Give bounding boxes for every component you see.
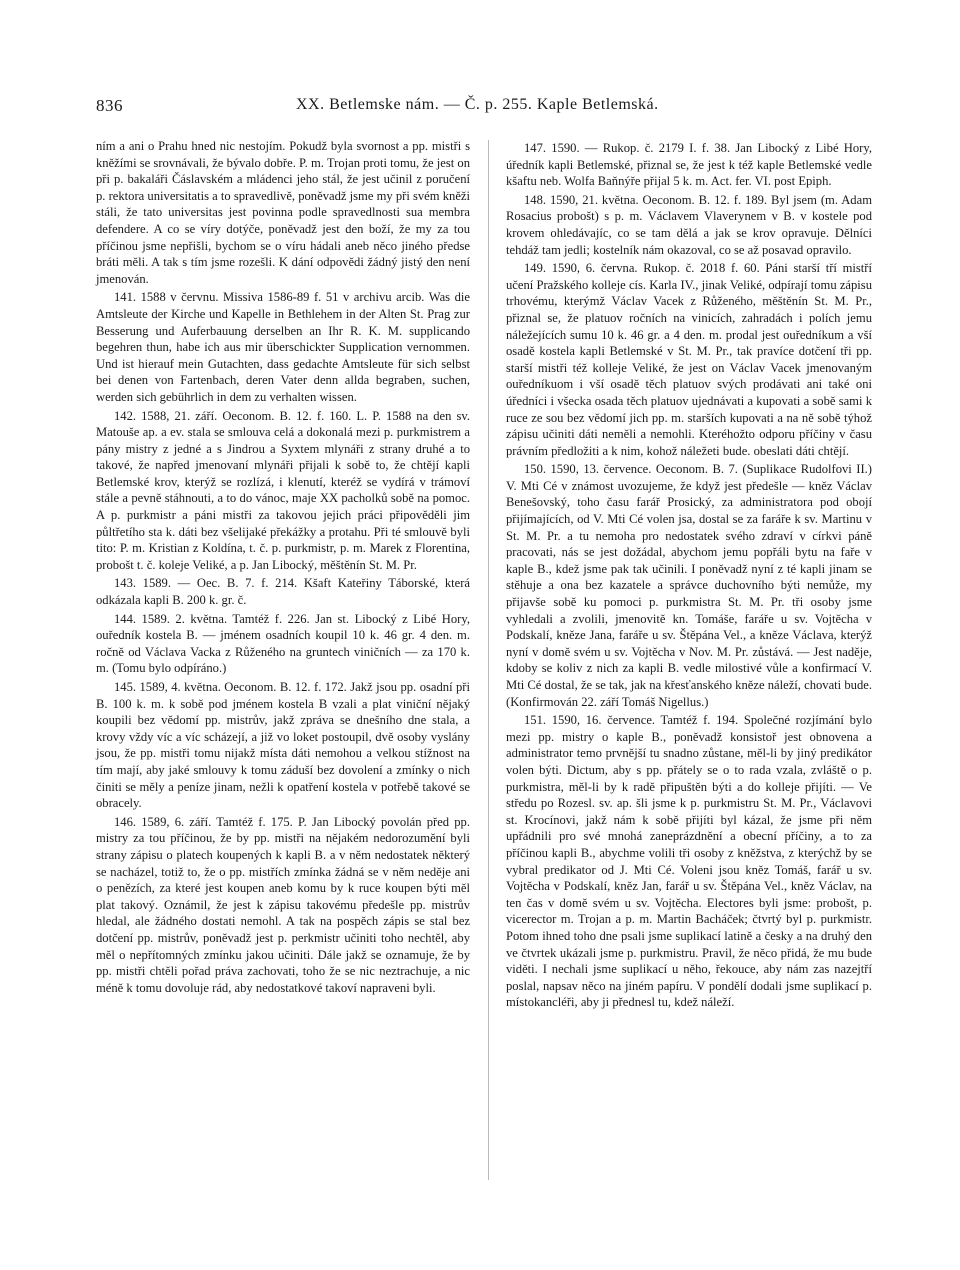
page-number: 836 bbox=[96, 96, 123, 115]
entry-143: 143. 1589. — Oec. B. 7. f. 214. Kšaft Kateřiny Táborské, která odkázala kapli B. 200 k. gr. č. bbox=[96, 576, 470, 608]
entry-142: 142. 1588, 21. září. Oeconom. B. 12. f. 160. L. P. 1588 na den sv. Matouše ap. a ev. stala se smlouva celá a dokonalá mezi p. purkmistrem a pány mistry z jedné a s Jindrou a Syxtem mlynáři z strany druhé a to takové, že napřed jmenovaní mlynáři přijali k sobě to, že chtějí kapli Betlemské krov, kterýž se rozlízá, i klenutí, kteréž se vydírá v trámoví stále a pevně stáhnouti, a to do vánoc, maje XX pacholků sobě na pomoc. A p. purkmistr a páni mistři za takovou jejich práci připověděli jim půltřetího sta k. dáti bez všelijaké překážky a protahu. Při té smlouvě byli tito: P. m. Kristian z Koldína, t. č. p. purkmistr, p. m. Marek z Florentina, probošt t. č. koleje Veliké, a p. Jan Libocký, měštěnín St. M. Pr. bbox=[96, 408, 470, 572]
entry-148: 148. 1590, 21. května. Oeconom. B. 12. f. 189. Byl jsem (m. Adam Rosacius probošt) s p. m. Václavem Vlaverynem v B. v kostele pod krovem ohledávajíc, co se tam dělá a jak se krov opravuje. Dělníci tehdáž tam jedli; kostelník nám okazoval, co se až posavad opravilo. bbox=[506, 192, 872, 257]
entry-146: 146. 1589, 6. září. Tamtéž f. 175. P. Jan Libocký povolán před pp. mistry za tou příčinou, že by pp. mistři na nějakém nedorozumění byli strany zápisu o platech koupených k kapli B. a v něm nedostatek některý se nacházel, totiž to, že o pp. mistřích zmínka žádná se v něm neděje ani o penězích, za které jest koupen aneb komu by k ruce koupen býti měl plat takový. Oznámil, že jest k zápisu takovému předešle pp. mistrův hledal, ale žádného dostati nemohl. A tak na pospěch zápis se stal bez dotčení pp. mistrův, poněvadž jest p. perkmistr učiniti toho nechtěl, aby měl o nepřítomných zmínku jakou učiniti. Dále jakž se oznamuje, že by pp. mistři chtěli pořad práva zachovati, toho že se nic neztrachuje, a nic méně k tomu dovoluje rád, aby nedostatkové takoví napraveni byli. bbox=[96, 814, 470, 995]
page-header bbox=[96, 96, 866, 120]
entry-144: 144. 1589. 2. května. Tamtéž f. 226. Jan st. Libocký z Libé Hory, ouředník kostela B. — jménem osadních koupil 10 k. 46 gr. 4 den. m. ročně od Václava Vacka z Růženého na gruntech viničních — za 170 k. m. (Tomu bylo odpíráno.) bbox=[96, 611, 470, 676]
entry-147: 147. 1590. — Rukop. č. 2179 I. f. 38. Jan Libocký z Libé Hory, úředník kapli Betlemské, přiznal se, že jest k též kaple Betlemské vedle kšaftu neb. Wolfa Baňnýře přijal 5 k. m. Act. fer. VI. post Epiph. bbox=[506, 141, 872, 189]
entry-149: 149. 1590, 6. června. Rukop. č. 2018 f. 60. Páni starší tří mistří učení Pražského kolleje cís. Karla IV., jinak Veliké, odpírají tomu zápisu trhovému, kterýmž Václav Vacek z Růženého, měštěnín St. M. Pr., přiznal se, že platuov ročních na vinicích, zahradách i polích jemu náležejících sumu 10 k. 46 gr. a 4 den. m. prodal jest ouředníkum a vší osadě kostela kapli Betlemské v St. M. Pr., tak pravíce dotčení tři pp. starší mistři též kolleje Veliké, že jest on Václav Vacek jmenovaným ouředníkuom i vší osadě těch platuov svých prodávati ani také oni úředníci i všecka osada těch platuov ujednávati a kupovati a sobě sami k ruce ze sou bez vědomí jich pp. m. starších kupovati a na ně sobě týhož zápisu učiniti dáti neměli a nemohli. Kteréhožto odporu příčiny v času právním předložiti a k nim, kohož náležeti bude. obeslati dáti chtějí. bbox=[506, 261, 872, 458]
entry-151: 151. 1590, 16. července. Tamtéž f. 194. Společné rozjímání bylo mezi pp. mistry o kaple B., poněvadž konsistoř jest obnovena a administrator temo prvnější tu snadno zůstane, měl-li by jiný predikátor volen býti. Dictum, aby s pp. přátely se o to rada vzala, zvláště o p. purkmistra, měl-li by k radě připuštěn býti a do kolleje přijíti. — Ve středu po Rozesl. sv. ap. šli jsme k p. purkmistru St. M. Pr., Václavovi st. Krocínovi, jakž nám k sobě přijíti byl kázal, že jsme při něm upřádnili pro své mnohá zaneprázdnění a obecní příčiny, a to za příčinou kapli B., abychme volili tři osoby z kněžstva, z kterýchž by se vybral predikator od J. Mti Cé. Voleni jsou kněz Tomáš, farář u sv. Vojtěcha v Podskalí, kněz Jan, farář u sv. Štěpána Vel., kněz Václav, na ten čas v domě svém u sv. Vojtěcha. Electores byli jsme: probošt, p. vicerector m. Trojan a p. m. Martin Bacháček; čtvrtý byl p. purkmistr. Potom ihned toho dne psali jsme suplikací latině a česky a na druhý den ve čtvrtek ukázali jsme p. purkmistru. Pravil, že něco přidá, že mu bude viděti. I nechali jsme suplikací u něho, řekouce, aby nám zas nazejtří poslal, napsav něco na jiném papíru. V pondělí dodali jsme suplikací p. místokancléři, aby ji přednesl tu, kdež náleží. bbox=[506, 713, 872, 1010]
entry-141: 141. 1588 v červnu. Missiva 1586-89 f. 51 v archivu arcib. Was die Amtsleute der Kirche und Kapelle in Bethlehem in der Alten St. Prag zur Besserung und Auferbauung derselben an Ihr R. K. M. supplicando begehren thun, habe ich aus mir überschickter Supplication vernommen. Und ist hierauf mein Gutachten, dass gedachte Amtsleute für sich selbst bei denen von Fartenbach, deren Vater denn allda begraben, suchen, werden sich gebührlich in dem zu verhalten wissen. bbox=[96, 290, 470, 404]
running-head: XX. Betlemske nám. — Č. p. 255. Kaple Betlemská. bbox=[296, 96, 659, 113]
right-column bbox=[506, 138, 872, 1011]
entry-150: 150. 1590, 13. července. Oeconom. B. 7. (Suplikace Rudolfovi II.) V. Mti Cé v známost uvozujeme, že když jest předešle — kněz Václav Benešovský, toho času farář Prosický, za administratora pod obojí přijímajících, od V. Mti Cé volen jsa, dostal se za faráře k sv. Martinu v St. M. Pr. a tu nemoha pro nedostatek svého zdraví v církvi páně pracovati, nás se jest dožádal, abychom jemu popřáli bytu na faře v kaple B., kdež jsme pak tak učinili. I poněvadž nyní z té kapli jinam se stěhuje a ona bez kazatele a správce duchovního býti nemůže, my přijavše sobě ku pomoci p. purkmistra St. M. Pr. tři osoby jsme vyhledali a zvolili, jmenovitě kn. Tomáše, faráře u sv. Vojtěcha v Podskalí, kněze Jana, faráře u sv. Štěpána Vel., a kněze Václava, kterýž nyní v domě svém u sv. Vojtěcha v Nov. M. Pr. zůstává. — Jest naděje, kdoby se koliv z nich za kapli B. vedle milostivé vůle a konfirmací V. Mti Cé dostal, že se tak, jak na křesťanského kněze náleží, chovati bude. (Konfirmován 22. září Tomáš Nigellus.) bbox=[506, 462, 872, 709]
paragraph-continuation: ním a ani o Prahu hned nic nestojím. Pokudž byla svornost a pp. mistři s kněžími se srovnávali, že bývalo dobře. P. m. Trojan proti tomu, že jest on při p. bakaláři Čáslavském a mládenci jeho stál, že jest učinil z poručení p. rektora universitatis a to spravedlivě, poněvadž jsme my při svém kněži stáli, že tato universitas jest povinna podle spravedlnosti sua membra defendere. A co se víry dotýče, poněvadž jest den boží, že my za tou příčinou jsme nepřišli, bychom se o víru hádali aneb něco jiného předse bráti měli. A tak s tím jsme rozešli. K dání odpovědi žádný jistý den není jmenován. bbox=[96, 139, 470, 286]
entry-145: 145. 1589, 4. května. Oeconom. B. 12. f. 172. Jakž jsou pp. osadní při B. 100 k. m. k sobě pod jménem kostela B vzali a plat viniční nějaký koupili bez vědomí pp. mistrův, jakž zpráva se dnešního dne stala, a krovy vždy víc a víc scházejí, a již vo loket postoupil, dvě osoby vyslány jsou, že pp. mistři tomu nijakž místa dáti nemohou a velkou stížnost na tím mají, aby jaké smlouvy k tomu záduší bez dovolení a zmínky o nich činiti se měly a peníze jinam, nežli k opatření kostela v potřebě takové se obracely. bbox=[96, 680, 470, 811]
column-divider bbox=[488, 140, 489, 1180]
left-column bbox=[96, 138, 470, 996]
